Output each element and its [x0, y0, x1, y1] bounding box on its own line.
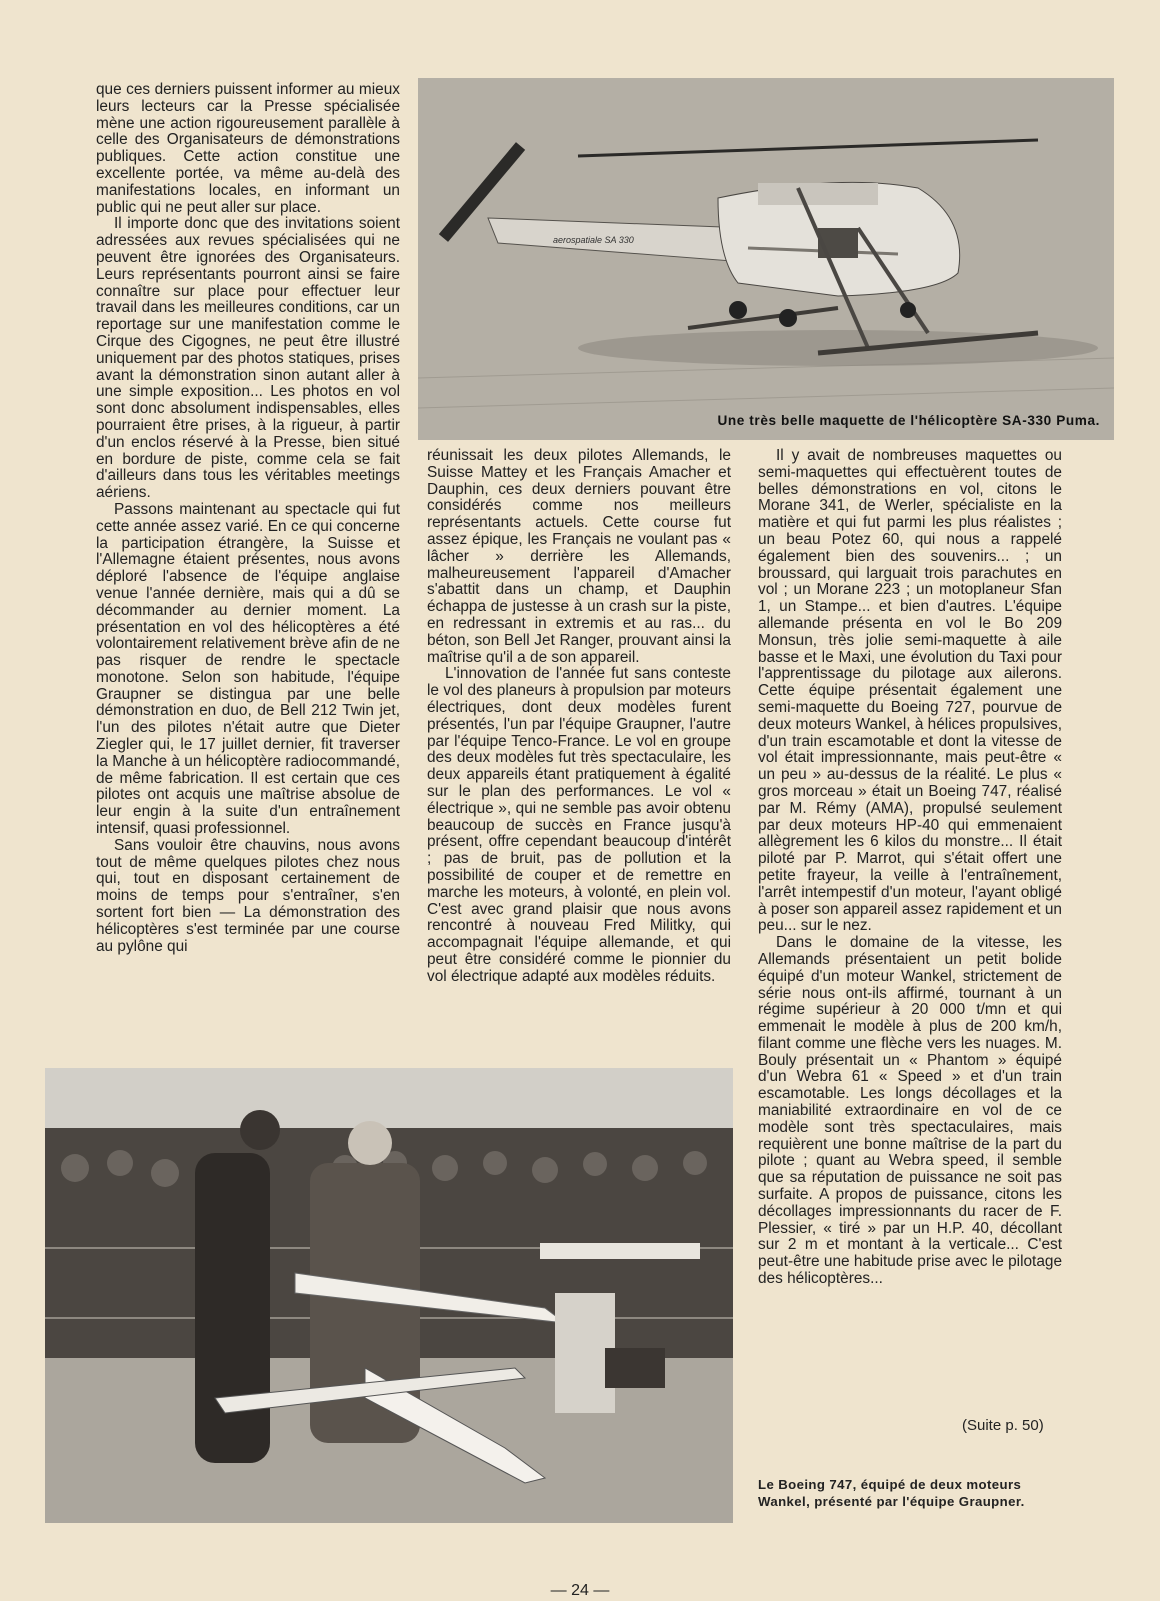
paragraph: Sans vouloir être chauvins, nous avons tout de même quelques pilotes chez nous qui, tout en disposant certainement de moins de temps pour s'entraîner, s'en sortent fort bien — La démonstration des hélicoptères s'est terminée par une course au pylône qui [96, 836, 400, 955]
paragraph: Dans le domaine de la vitesse, les Allemands présentaient un petit bolide équipé d'un moteur Wankel, strictement de série nous ont-ils affirmé, tournant à un régime supérieur à 20 000 t/mn et qui emmenait le modèle à plus de 200 km/h, filant comme une flèche vers les nuages. M. Bouly présentait un « Phantom » équipé d'un Webra 61 « Speed » et d'un train escamotable. Les longs décollages et la maniabilité extraordinaire en vol de ce modèle sont très spectaculaires, mais requièrent une bonne maîtrise de la part du pilote ; quant au Webra speed, il semble que sa réputation de puissance ne soit pas surfaite. A propos de puissance, citons les décollages impressionnants du racer de F. Plessier, « tiré » par un H.P. 40, décollant sur 2 m et montant à la verticale... C'est peut-être une habitude prise avec le pilotage des hélicoptères... [758, 934, 1062, 1288]
boeing-747-photo [45, 1068, 733, 1523]
boeing-747-illustration [45, 1068, 733, 1523]
paragraph: que ces derniers puissent informer au mieux leurs lecteurs car la Presse spécialisée mène une action rigoureusement parallèle à celle des Organisateurs de démonstrations publiques. Cette action constitue une excellente portée, va même au-delà des manifestations locales, en informant un public qui ne peut aller sur place. [96, 81, 400, 216]
article-column-1 [96, 82, 400, 955]
article-column-2 [427, 448, 731, 986]
continued-note: (Suite p. 50) [962, 1417, 1044, 1434]
page-number: — 24 — [550, 1582, 610, 1599]
helicopter-markings: aerospatiale SA 330 [553, 235, 634, 245]
boeing-caption: Le Boeing 747, équipé de deux moteurs Wankel, présenté par l'équipe Graupner. [758, 1477, 1025, 1509]
paragraph: réunissait les deux pilotes Allemands, le Suisse Mattey et les Français Amacher et Dauphin, ces deux derniers pouvant être considérés comme nos meilleurs représentants actuels. Cette course fut assez épique, les Français ne voulant pas « lâcher » derrière les Allemands, malheureusement l'appareil d'Amacher s'abattit dans un champ, et Dauphin échappa de justesse à un crash sur la piste, en redressant in extremis et au ras... du béton, son Bell Jet Ranger, prouvant ainsi la maîtrise qu'il a de son appareil. [427, 447, 731, 666]
paragraph: Il y avait de nombreuses maquettes ou semi-maquettes qui effectuèrent toutes de belles démonstrations en vol, citons le Morane 341, de Werler, spécialiste en la matière et qui fut parmi les plus réalistes ; un beau Potez 60, qui nous a rappelé également bien des souvenirs... ; un broussard, qui larguait trois parachutes en vol ; un Morane 223 ; un motoplaneur Sfan 1, un Stampe... et bien d'autres. L'équipe allemande présenta en vol le Bo 209 Monsun, très jolie semi-maquette à aile basse et le Maxi, une évolution du Taxi pour l'apprentissage du pilotage aux ailerons. Cette équipe présentait également une semi-maquette du Boeing 727, pourvue de deux moteurs Wankel, à hélices propulsives, d'un train escamotable et dont la vitesse de vol était impressionnante, mais peut-être « un peu » au-dessus de la réalité. Le plus « gros morceau » était un Boeing 747, réalisé par M. Rémy (AMA), propulsé seulement par deux moteurs HP-40 qui emmenaient allègrement les 6 kilos du monstre... Il était piloté par P. Marrot, qui s'était offert une petite frayeur, la veille à l'entraînement, l'arrêt intempestif d'un moteur, l'ayant obligé à poser son appareil assez rapidement et un peu... sur le nez. [758, 447, 1062, 935]
helicopter-caption: Une très belle maquette de l'hélicoptère SA-330 Puma. [717, 413, 1100, 428]
article-column-3 [758, 448, 1062, 1288]
paragraph: Passons maintenant au spectacle qui fut cette année assez varié. En ce qui concerne la participation étrangère, la Suisse et l'Allemagne étaient présentes, nous avons déploré l'absence de l'équipe anglaise venue l'année dernière, mais qui a dû se décommander au dernier moment. La présentation en vol des hélicoptères a été volontairement relativement brève afin de ne pas risquer de rendre le spectacle monotone. Selon son habitude, l'équipe Graupner se distingua par une belle démonstration en duo, de Bell 212 Twin jet, l'un des pilotes n'était autre que Dieter Ziegler qui, le 17 juillet dernier, fit traverser la Manche à un hélicoptère radiocommandé, de même fabrication. Il est certain que ces pilotes ont acquis une maîtrise absolue de leur engin à la suite d'un entraînement intensif, quasi professionnel. [96, 500, 400, 838]
paragraph: Il importe donc que des invitations soient adressées aux revues spécialisées qui ne peuvent être ignorées des Organisateurs. Leurs représentants pourront ainsi se faire connaître sur place pour effectuer leur travail dans les meilleures conditions, car un reportage sur une manifestation comme le Cirque des Cigognes, ne peut être illustré uniquement par des photos statiques, prises avant la démonstration sinon autant aller à une simple exposition... Les photos en vol sont donc absolument indispensables, elles pourraient être prises, à la rigueur, à partir d'un enclos réservé à la Presse, bien situé en bordure de piste, comme cela se fait d'ailleurs dans tous les véritables meetings aériens. [96, 215, 400, 502]
helicopter-illustration [418, 78, 1114, 440]
helicopter-photo [418, 78, 1114, 440]
paragraph: L'innovation de l'année fut sans conteste le vol des planeurs à propulsion par moteurs électriques, dont deux modèles furent présentés, l'un par l'équipe Graupner, l'autre par l'équipe Tenco-France. Le vol en groupe des deux modèles fut très spectaculaire, les deux appareils étant pratiquement à égalité sur le plan des performances. Le vol « électrique », qui ne semble pas avoir obtenu beaucoup de succès en France jusqu'à présent, offre cependant beaucoup d'intérêt ; pas de bruit, pas de pollution et la possibilité de couper et de remettre en marche les moteurs, à volonté, en plein vol. C'est avec grand plaisir que nous avons rencontré à nouveau Fred Militky, qui accompagnait l'équipe allemande, et qui peut être considéré comme le pionnier du vol électrique adapté aux modèles réduits. [427, 665, 731, 985]
